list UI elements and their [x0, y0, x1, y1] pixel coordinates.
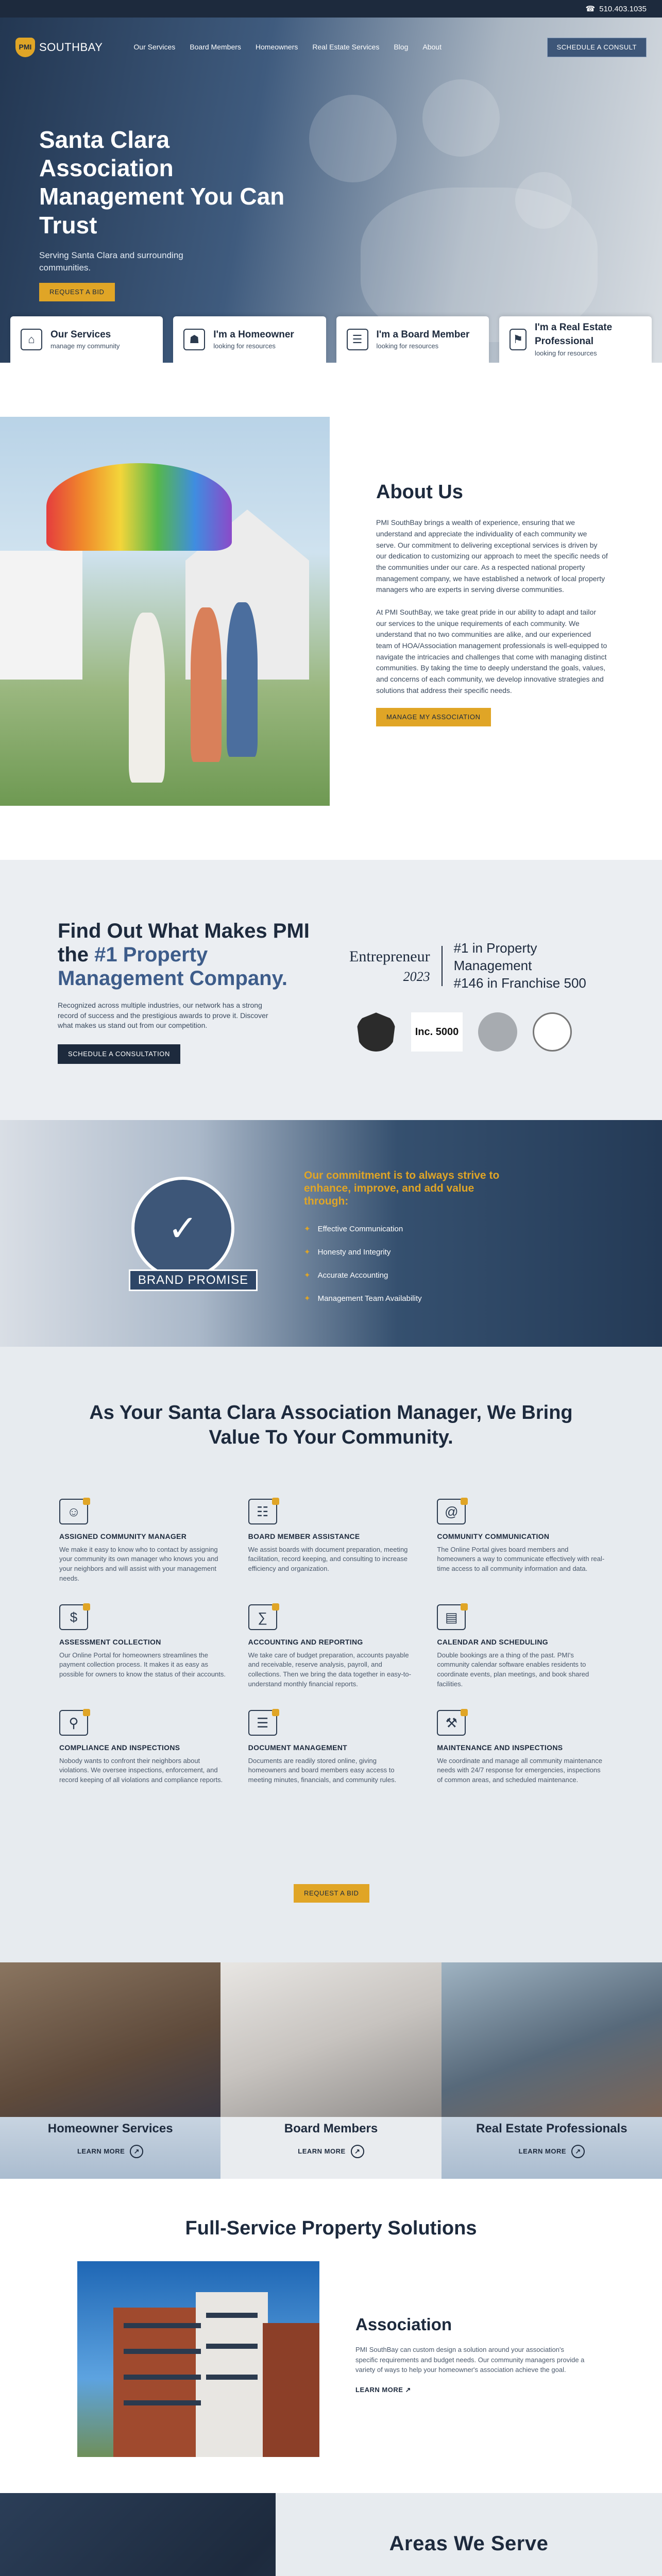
bullet-icon: ✦	[304, 1224, 311, 1233]
association-title: Association	[355, 2315, 452, 2334]
service-item	[437, 1710, 605, 1785]
service-title: CALENDAR AND SCHEDULING	[437, 1637, 548, 1646]
awards-title	[58, 919, 326, 990]
learn-more-text: LEARN MORE	[355, 2385, 403, 2394]
card-real-estate[interactable]	[499, 316, 652, 363]
homeowner-photo	[0, 1962, 220, 2117]
service-title: ACCOUNTING AND REPORTING	[248, 1637, 363, 1646]
phone-icon: ☎	[585, 4, 596, 13]
promise-item	[304, 1247, 510, 1258]
hero-figure-shape	[309, 95, 397, 182]
about-section	[0, 363, 662, 860]
award-badge-seal	[478, 1012, 517, 1052]
arrow-icon: ↗	[130, 2145, 143, 2158]
board-photo	[220, 1962, 441, 2117]
services-title: As Your Santa Clara Association Manager, We Bring Value To Your Community.	[89, 1402, 573, 1448]
entrepreneur-name: Entrepreneur	[349, 947, 430, 965]
card-sub: looking for resources	[213, 342, 276, 350]
window-row	[124, 2375, 201, 2380]
badge-row	[349, 1012, 607, 1052]
homeowner-icon: ☗	[183, 329, 205, 350]
window-row	[206, 2344, 258, 2349]
brand-promise-banner: BRAND PROMISE	[129, 1269, 258, 1291]
bullet-icon: ✦	[304, 1270, 311, 1280]
areas-title: Areas We Serve	[389, 2532, 549, 2555]
promise-item	[304, 1270, 510, 1281]
brand-promise-section	[0, 1120, 662, 1347]
full-service-section	[0, 2179, 662, 2493]
smart-solution-panel	[0, 2493, 276, 2576]
award-badge-shield	[357, 1012, 396, 1052]
window-row	[206, 2313, 258, 2318]
schedule-consult-button[interactable]: SCHEDULE A CONSULT	[547, 38, 647, 57]
learn-more-text: LEARN MORE	[77, 2147, 125, 2155]
service-desc: Documents are readily stored online, giving homeowners and board members easy access to meeting minutes, financials, and community rules.	[248, 1756, 397, 1784]
inc5000-badge: Inc. 5000	[411, 1012, 463, 1052]
site-logo[interactable]	[15, 38, 103, 57]
entrepreneur-logo	[349, 946, 443, 986]
nav-our-services[interactable]: Our Services	[133, 43, 176, 52]
photo-parent	[191, 607, 222, 762]
top-contact-bar	[0, 0, 662, 18]
panel-title: Board Members	[284, 2122, 378, 2136]
panel-title: Real Estate Professionals	[476, 2122, 627, 2136]
panel-label	[442, 2117, 662, 2179]
service-title: COMPLIANCE AND INSPECTIONS	[59, 1743, 180, 1752]
service-title: DOCUMENT MANAGEMENT	[248, 1743, 348, 1752]
handshake-icon: ✓	[131, 1177, 234, 1280]
promise-item-text: Accurate Accounting	[317, 1270, 388, 1280]
service-item	[248, 1710, 417, 1785]
arrow-icon: ↗	[571, 2145, 585, 2158]
service-desc: We assist boards with document preparation, meeting facilitation, record keeping, and consulting to increase efficiency and organization.	[248, 1545, 408, 1573]
awards-body: Recognized across multiple industries, our network has a strong record of success and the prestigious awards to prove it. Discover what makes us stand out from our competition.	[58, 1001, 268, 1030]
audience-panels	[0, 1962, 662, 2179]
card-homeowner[interactable]	[173, 316, 326, 363]
panel-title: Homeowner Services	[47, 2122, 173, 2136]
bullet-icon: ✦	[304, 1247, 311, 1257]
full-service-title: Full-Service Property Solutions	[185, 2217, 477, 2239]
learn-more-link[interactable]	[0, 2145, 220, 2158]
hero-subtitle: Serving Santa Clara and surrounding communities.	[39, 250, 183, 273]
award-logos	[349, 940, 607, 1052]
ranking-text	[454, 940, 607, 992]
arrow-icon: ↗	[351, 2145, 364, 2158]
logo-mark: PMI	[15, 38, 35, 57]
card-title: I'm a Real Estate Professional	[534, 322, 613, 347]
monitor-email-icon: @	[437, 1499, 466, 1524]
panel-label	[0, 2117, 220, 2179]
nav-links	[133, 42, 442, 53]
about-paragraph-2: At PMI SouthBay, we take great pride in our ability to adapt and tailor our services to the unique requirements of each community. We understand that no two communities are alike, and our experienced team of HOA/Association management professionals is well-equipped to navigate the intricacies and challenges that come with managing distinct communities. By taking the time to deeply understand the goals, values, and concerns of each community, we develop innovative strategies and solutions that address their specific needs.	[376, 608, 607, 694]
house-icon: ⌂	[21, 329, 42, 350]
card-title: I'm a Homeowner	[213, 329, 294, 340]
service-desc: We coordinate and manage all community maintenance needs with 24/7 response for emergencies, inspections of common areas, and scheduled maintenance.	[437, 1756, 602, 1784]
photo-child	[129, 613, 165, 783]
rank-2: #146 in Franchise 500	[453, 975, 586, 991]
service-item	[248, 1604, 417, 1689]
board-icon: ☰	[347, 329, 368, 350]
services-request-bid-button[interactable]: REQUEST A BID	[294, 1884, 369, 1903]
hero-section	[0, 18, 662, 363]
rank-1: #1 in Property Management	[453, 940, 537, 973]
calendar-icon: ▤	[437, 1604, 466, 1630]
promise-item-text: Effective Communication	[317, 1224, 403, 1233]
about-text	[376, 479, 608, 726]
promise-headline: Our commitment is to always strive to enhance, improve, and add value through:	[304, 1170, 500, 1208]
service-title: BOARD MEMBER ASSISTANCE	[248, 1532, 360, 1540]
nav-real-estate[interactable]: Real Estate Services	[312, 43, 380, 52]
service-title: ASSIGNED COMMUNITY MANAGER	[59, 1532, 187, 1540]
audience-cards	[10, 316, 652, 363]
tools-icon: ⚒	[437, 1710, 466, 1736]
entrepreneur-year: 2023	[403, 969, 430, 984]
service-title: ASSESSMENT COLLECTION	[59, 1637, 161, 1646]
awards-title-main: Find Out What Makes PMI the	[58, 920, 310, 966]
card-board-member[interactable]	[336, 316, 489, 363]
nav-homeowners[interactable]: Homeowners	[255, 43, 298, 52]
awards-section	[0, 860, 662, 1120]
photo-parent	[227, 602, 258, 757]
panel-homeowner[interactable]	[0, 1962, 220, 2179]
card-sub: manage my community	[50, 342, 120, 350]
panel-board[interactable]	[220, 1962, 441, 2179]
about-paragraph-1: PMI SouthBay brings a wealth of experience, ensuring that we understand and appreciate the individuality of each community we serve. Our commitment to delivering exceptional services is driven by our dedication to customizing our approach to meet the specific needs of the communities under our care. As a respected national property management company, we have established a network of local property managers who are experts in serving diverse communities.	[376, 518, 608, 594]
service-desc: Our Online Portal for homeowners streamlines the payment collection process. It makes it as easy as possible for owners to know the status of their accounts.	[59, 1651, 226, 1679]
service-item	[437, 1604, 605, 1689]
real-estate-photo	[442, 1962, 662, 2117]
sign-icon: ⚑	[510, 329, 527, 350]
service-title: MAINTENANCE AND INSPECTIONS	[437, 1743, 563, 1752]
service-item	[59, 1499, 228, 1584]
service-desc: We take care of budget preparation, accounts payable and receivable, reserve analysis, payroll, and collections. Then we bring the data together in easy-to-understand monthly financial reports.	[248, 1651, 411, 1688]
nav-board-members[interactable]: Board Members	[190, 43, 241, 52]
logo-text: SOUTHBAY	[39, 40, 103, 54]
photo-kite	[46, 463, 232, 551]
hero-title: Santa Clara Association Management You Can Trust	[39, 126, 285, 239]
panel-label	[220, 2117, 441, 2179]
manager-icon: ☺	[59, 1499, 88, 1524]
service-item	[59, 1710, 228, 1785]
main-nav	[15, 33, 647, 62]
areas-section	[0, 2493, 662, 2576]
window-row	[124, 2323, 201, 2328]
entrepreneur-award	[349, 940, 607, 992]
awards-title-accent: #1 Property Management Company.	[58, 943, 287, 990]
card-title: Our Services	[50, 329, 111, 340]
service-desc: The Online Portal gives board members and homeowners a way to communicate effectively with real-time access to all community information and data.	[437, 1545, 605, 1573]
learn-more-text: LEARN MORE	[518, 2147, 567, 2155]
hero-figure-shape	[422, 79, 500, 157]
panel-real-estate[interactable]	[442, 1962, 662, 2179]
meeting-table-icon: ☷	[248, 1499, 277, 1524]
service-desc: Double bookings are a thing of the past. PMI's community calendar software enables residents to coordinate events, plan meetings, and book shared facilities.	[437, 1651, 589, 1688]
window-row	[206, 2375, 258, 2380]
promise-list	[304, 1224, 510, 1304]
hero-request-bid-button[interactable]: REQUEST A BID	[39, 283, 115, 301]
services-section	[0, 1347, 662, 1962]
building-photo	[77, 2261, 319, 2457]
areas-list-panel	[276, 2493, 662, 2576]
building-block	[263, 2323, 319, 2457]
association-body: PMI SouthBay can custom design a solution around your association's specific requirements and budget needs. Our community managers provide a variety of ways to help your homeowner's association achieve the goal.	[355, 2346, 585, 2374]
learn-more-link[interactable]	[442, 2145, 662, 2158]
award-badge-circle	[533, 1012, 572, 1052]
bullet-icon: ✦	[304, 1294, 311, 1303]
card-sub: looking for resources	[376, 342, 439, 350]
top-phone[interactable]: 510.403.1035	[599, 4, 647, 13]
nav-about[interactable]: About	[422, 43, 442, 52]
service-title: COMMUNITY COMMUNICATION	[437, 1532, 550, 1540]
about-title: About Us	[376, 481, 463, 503]
card-title: I'm a Board Member	[376, 329, 470, 340]
learn-more-text: LEARN MORE	[298, 2147, 346, 2155]
service-item	[59, 1604, 228, 1689]
learn-more-link[interactable]	[220, 2145, 441, 2158]
promise-text	[304, 1169, 510, 1316]
association-learn-more[interactable]	[355, 2385, 587, 2395]
card-sub: looking for resources	[534, 349, 597, 357]
calculator-icon: ∑	[248, 1604, 277, 1630]
family-kite-photo	[0, 417, 330, 806]
service-desc: Nobody wants to confront their neighbors about violations. We oversee inspections, enforcement, and record keeping of all violations and compliance reports.	[59, 1756, 223, 1784]
photo-house	[0, 551, 82, 680]
card-our-services[interactable]	[10, 316, 163, 363]
awards-text	[58, 919, 326, 1064]
window-row	[124, 2349, 201, 2354]
association-text	[355, 2313, 587, 2395]
service-item	[248, 1499, 417, 1584]
manage-association-button[interactable]: MANAGE MY ASSOCIATION	[376, 708, 491, 726]
nav-blog[interactable]: Blog	[394, 43, 409, 52]
window-row	[124, 2400, 201, 2405]
services-grid	[59, 1499, 605, 1785]
promise-item-text: Honesty and Integrity	[317, 1247, 391, 1257]
arrow-icon: ↗	[405, 2385, 411, 2394]
promise-item	[304, 1293, 510, 1304]
promise-item	[304, 1224, 510, 1234]
service-item	[437, 1499, 605, 1584]
magnifier-icon: ⚲	[59, 1710, 88, 1736]
document-icon: ☰	[248, 1710, 277, 1736]
promise-item-text: Management Team Availability	[317, 1294, 422, 1303]
service-desc: We make it easy to know who to contact by assigning your community its own manager who knows you and your neighbors and will assist with your management needs.	[59, 1545, 218, 1583]
dollar-invoice-icon: $	[59, 1604, 88, 1630]
schedule-consultation-button[interactable]: SCHEDULE A CONSULTATION	[58, 1044, 180, 1064]
